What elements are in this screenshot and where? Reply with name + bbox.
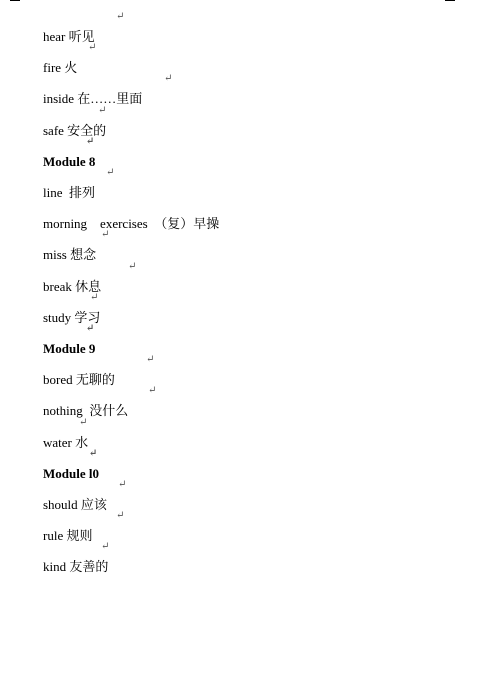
paragraph-mark-icon: ↵: [116, 510, 125, 521]
vocab-line: [30, 194, 220, 231]
vocab-text: bored 无聊的: [43, 372, 115, 387]
module-heading: [30, 319, 96, 356]
vocab-text: line 排列: [43, 185, 95, 200]
paragraph-mark-icon: ↵: [86, 323, 95, 334]
paragraph-mark-icon: ↵: [88, 42, 97, 53]
vocab-line: [30, 38, 97, 75]
module-heading: [30, 132, 96, 169]
vocab-text: break 休息: [43, 279, 102, 294]
vocab-text: nothing 没什么: [43, 403, 129, 418]
paragraph-mark-icon: ↵: [98, 105, 107, 116]
vocab-text: fire 火: [43, 60, 78, 75]
vocab-line: [30, 350, 155, 387]
vocab-line: [30, 257, 137, 294]
paragraph-mark-icon: ↵: [128, 261, 137, 272]
paragraph-mark-icon: ↵: [101, 229, 110, 240]
paragraph-mark-icon: ↵: [106, 167, 115, 178]
vocab-line: [30, 225, 110, 262]
paragraph-mark-icon: ↵: [89, 448, 98, 459]
vocab-line: [30, 381, 157, 418]
page-corner-mark-right: [445, 0, 455, 1]
vocab-text: study 学习: [43, 310, 101, 325]
vocab-line: [30, 537, 110, 574]
vocab-text: kind 友善的: [43, 559, 109, 574]
vocab-text: morning exercises （复）早操: [43, 216, 220, 231]
paragraph-mark-icon: ↵: [90, 292, 99, 303]
vocab-line: [30, 163, 115, 200]
paragraph-mark-icon: ↵: [86, 136, 95, 147]
paragraph-mark-icon: ↵: [101, 541, 110, 552]
vocab-text: rule 规则: [43, 528, 93, 543]
vocab-line: [30, 413, 89, 450]
vocab-line: [30, 506, 125, 543]
paragraph-mark-icon: ↵: [164, 73, 173, 84]
vocab-text: safe 安全的: [43, 123, 107, 138]
paragraph-mark-icon: ↵: [116, 11, 125, 22]
module-heading-text: Module l0: [43, 466, 99, 481]
vocab-text: inside 在……里面: [43, 91, 143, 106]
paragraph-mark-icon: ↵: [118, 479, 127, 490]
page-corner-mark-left: [10, 0, 20, 1]
paragraph-mark-icon: ↵: [79, 417, 88, 428]
vocab-text: miss 想念: [43, 247, 97, 262]
module-heading: [30, 444, 99, 481]
paragraph-mark-icon: ↵: [146, 354, 155, 365]
module-heading-text: Module 8: [43, 154, 96, 169]
paragraph-mark-icon: ↵: [148, 385, 157, 396]
vocab-text: water 水: [43, 435, 89, 450]
vocab-line: [30, 101, 107, 138]
vocab-line: [30, 7, 125, 44]
vocab-text: should 应该: [43, 497, 107, 512]
vocab-text: hear 听见: [43, 29, 95, 44]
module-heading-text: Module 9: [43, 341, 96, 356]
vocab-line: [30, 288, 101, 325]
vocab-line: [30, 69, 173, 106]
vocab-line: [30, 475, 127, 512]
